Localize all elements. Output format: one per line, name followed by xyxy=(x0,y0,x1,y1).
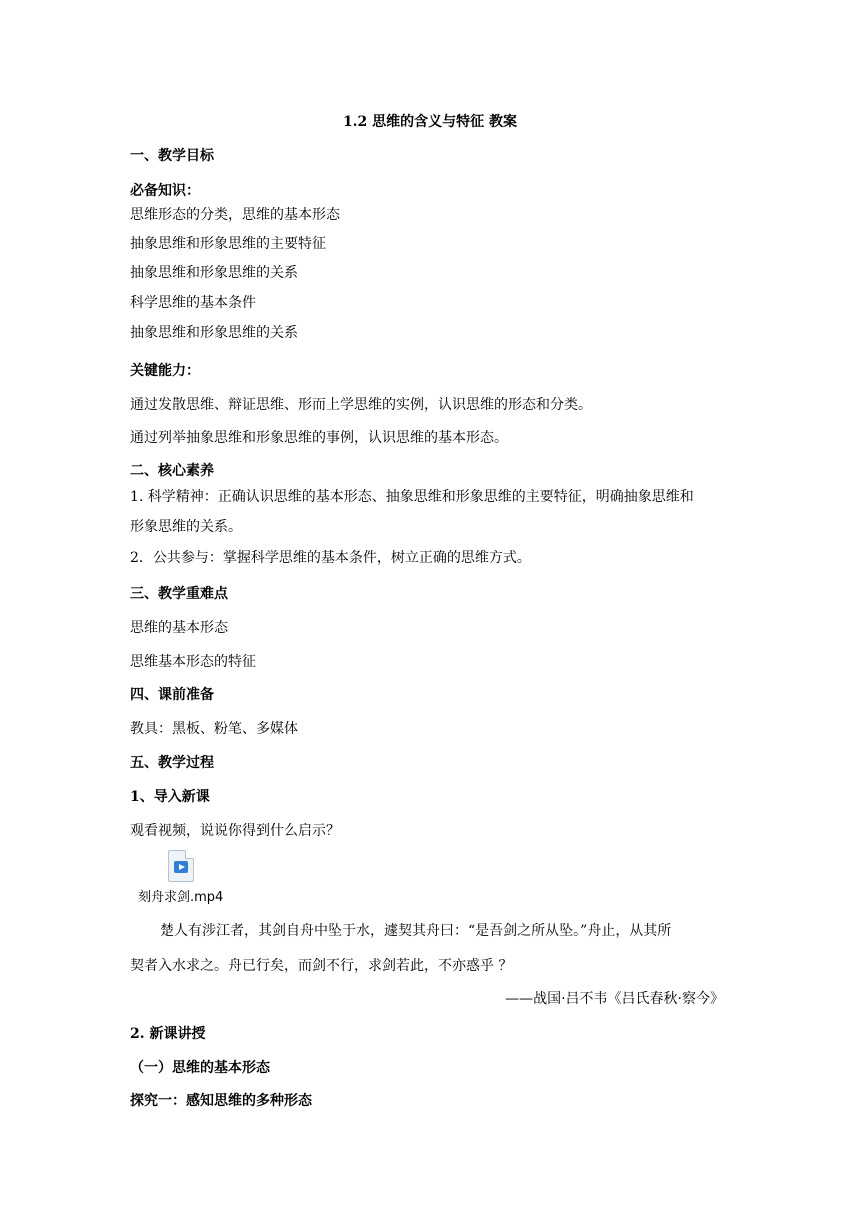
section-heading-key-points: 三、教学重难点 xyxy=(130,586,228,602)
subheading-basic-forms: （一）思维的基本形态 xyxy=(130,1060,270,1076)
knowledge-item: 思维形态的分类，思维的基本形态 xyxy=(130,207,340,223)
ability-heading: 关键能力： xyxy=(130,363,200,379)
knowledge-item: 抽象思维和形象思维的关系 xyxy=(130,265,298,281)
knowledge-heading: 必备知识： xyxy=(130,183,200,199)
section-heading-core: 二、核心素养 xyxy=(130,463,214,479)
quote-line: 契者入水求之。舟已行矣，而剑不行，求剑若此，不亦惑乎 ？ xyxy=(130,958,513,974)
ability-item: 通过列举抽象思维和形象思维的事例，认识思维的基本形态。 xyxy=(130,430,508,446)
play-icon xyxy=(174,861,188,873)
page-title: 1.2 思维的含义与特征 教案 xyxy=(342,114,518,130)
video-prompt: 观看视频，说说你得到什么启示？ xyxy=(130,823,340,839)
core-item-1-continued: 形象思维的关系。 xyxy=(130,519,242,535)
ability-item: 通过发散思维、辩证思维、形而上学思维的实例，认识思维的形态和分类。 xyxy=(130,397,592,413)
key-point-item: 思维基本形态的特征 xyxy=(130,654,256,670)
knowledge-item: 抽象思维和形象思维的主要特征 xyxy=(130,236,326,252)
knowledge-item: 科学思维的基本条件 xyxy=(130,295,256,311)
core-item-2: 2．公共参与：掌握科学思维的基本条件，树立正确的思维方式。 xyxy=(130,550,531,566)
section-heading-preparation: 四、课前准备 xyxy=(130,687,214,703)
core-item-1: 1. 科学精神：正确认识思维的基本形态、抽象思维和形象思维的主要特征，明确抽象思维和 xyxy=(130,489,694,505)
section-heading-process: 五、教学过程 xyxy=(130,755,214,771)
quote-line: 楚人有涉江者，其剑自舟中坠于水，遽契其舟曰：“是吾剑之所从坠。”舟止，从其所 xyxy=(160,923,672,939)
video-file-icon[interactable] xyxy=(168,850,194,882)
subheading-new-lesson: 2. 新课讲授 xyxy=(130,1026,206,1042)
preparation-item: 教具：黑板、粉笔、多媒体 xyxy=(130,721,298,737)
knowledge-item: 抽象思维和形象思维的关系 xyxy=(130,325,298,341)
explore-heading: 探究一：感知思维的多种形态 xyxy=(130,1093,312,1109)
attachment-filename[interactable]: 刻舟求剑.mp4 xyxy=(138,890,224,905)
quote-source: ——战国·吕不韦《吕氏春秋·察今》 xyxy=(505,991,724,1007)
section-heading-objectives: 一、教学目标 xyxy=(130,148,214,164)
key-point-item: 思维的基本形态 xyxy=(130,620,228,636)
subheading-intro: 1、导入新课 xyxy=(130,789,210,805)
